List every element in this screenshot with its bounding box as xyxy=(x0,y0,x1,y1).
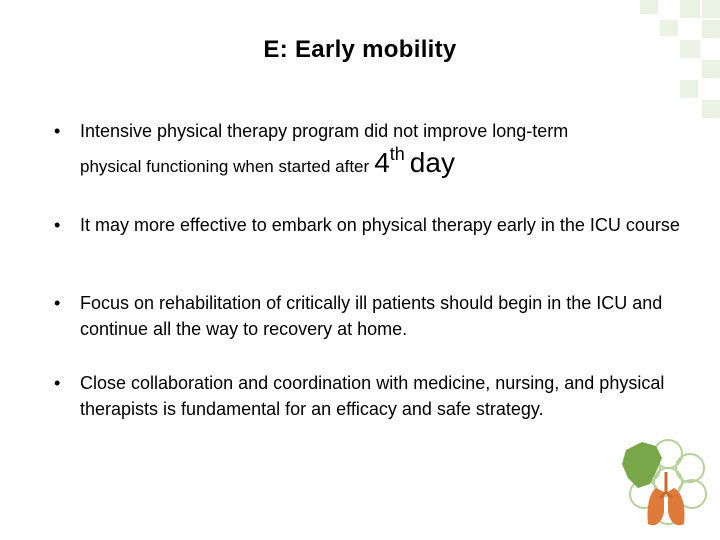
bullet-symbol: • xyxy=(54,373,61,393)
bullet-line xyxy=(80,144,694,180)
bullet-line: Intensive physical therapy program did not improve long-term xyxy=(80,121,569,141)
ordinal-suffix: th xyxy=(389,144,405,164)
bullet-symbol: • xyxy=(54,121,61,141)
bullet-symbol: • xyxy=(54,293,61,313)
lungs-map-logo-icon xyxy=(616,432,712,536)
bullet-symbol: • xyxy=(54,215,61,235)
bullet-text: Close collaboration and coordination with medicine, nursing, and physical therapists is fundamental for an efficacy and safe strategy. xyxy=(80,373,665,419)
bullet-line-prefix: physical functioning when started after xyxy=(80,157,370,176)
bullet-text: It may more effective to embark on physical therapy early in the ICU course xyxy=(80,215,680,235)
bullet-line-suffix: day xyxy=(409,147,455,178)
slide-title: E: Early mobility xyxy=(263,36,457,63)
ordinal-number: 4 xyxy=(374,147,390,178)
bullet-text: Focus on rehabilitation of critically ill patients should begin in the ICU and continue all the way to recovery at home. xyxy=(80,293,663,339)
bullet-text xyxy=(80,118,694,180)
